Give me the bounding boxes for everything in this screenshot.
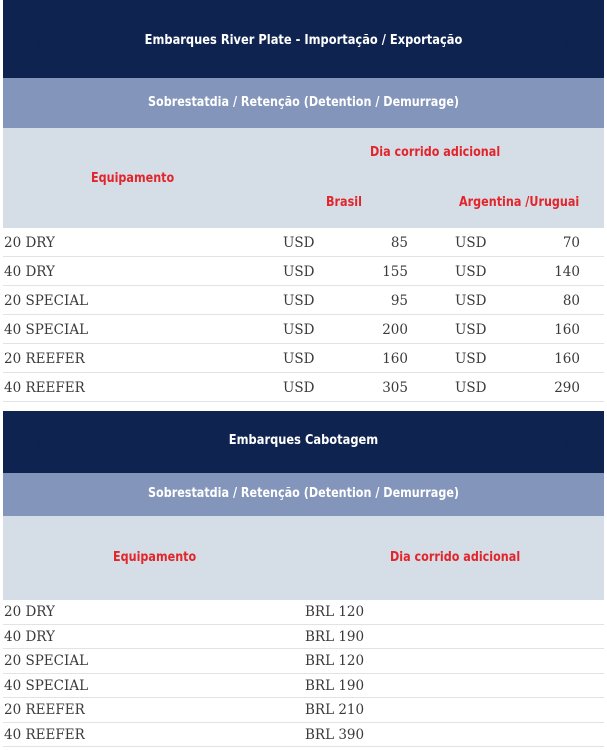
equipment-cell: 20 REEFER (4, 702, 85, 718)
table-row (3, 344, 604, 373)
table-title-bar (3, 0, 604, 78)
brasil-value-cell: 95 (390, 293, 408, 309)
argentina-value-cell: 290 (554, 380, 580, 396)
equipment-cell: 20 REEFER (4, 351, 85, 367)
currency-cell: USD (455, 264, 487, 280)
additional-value-cell: BRL 390 (305, 726, 365, 743)
table-subtitle-bar (3, 78, 604, 128)
argentina-value-cell: 70 (562, 235, 580, 251)
argentina-value-cell: 140 (554, 264, 580, 280)
table-row (3, 698, 604, 723)
brasil-value-cell: 160 (382, 351, 408, 367)
table-body (3, 600, 604, 747)
table-title: Embarques Cabotagem (39, 433, 568, 448)
currency-cell: USD (283, 380, 315, 396)
additional-value-cell: BRL 210 (305, 702, 365, 718)
table-row (3, 286, 604, 315)
currency-cell: USD (455, 293, 487, 309)
table-row (3, 600, 604, 625)
additional-value-cell: BRL 190 (305, 677, 365, 694)
brasil-value-cell: 155 (382, 264, 408, 280)
cabotagem-table (3, 411, 604, 747)
table-header (3, 516, 604, 600)
currency-cell: USD (455, 380, 487, 396)
currency-cell: USD (455, 322, 487, 338)
currency-cell: USD (283, 293, 315, 309)
table-title-bar (3, 411, 604, 473)
argentina-value-cell: 80 (562, 293, 580, 309)
argentina-value-cell: 160 (554, 322, 580, 338)
equipment-cell: 20 DRY (4, 604, 55, 620)
argentina-value-cell: 160 (554, 351, 580, 367)
col-equipment-header: Equipamento (113, 550, 197, 565)
col-equipment-header: Equipamento (91, 171, 175, 186)
currency-cell: USD (455, 235, 487, 251)
col-additional-header: Dia corrido adicional (370, 145, 501, 160)
equipment-cell: 40 REEFER (4, 380, 85, 396)
col-brasil-header: Brasil (326, 195, 362, 210)
table-row (3, 649, 604, 674)
currency-cell: USD (283, 235, 315, 251)
equipment-cell: 40 DRY (4, 264, 55, 280)
col-additional-header: Dia corrido adicional (390, 550, 521, 565)
table-row (3, 373, 604, 402)
additional-value-cell: BRL 120 (305, 604, 365, 620)
currency-cell: USD (283, 322, 315, 338)
brasil-value-cell: 305 (382, 380, 408, 396)
table-row (3, 723, 604, 748)
currency-cell: USD (283, 264, 315, 280)
table-row (3, 228, 604, 257)
river-plate-table (3, 0, 604, 402)
equipment-cell: 40 SPECIAL (4, 677, 89, 694)
table-row (3, 625, 604, 650)
brasil-value-cell: 85 (390, 235, 408, 251)
additional-value-cell: BRL 120 (305, 653, 365, 669)
table-subtitle-bar (3, 473, 604, 516)
equipment-cell: 20 DRY (4, 235, 55, 251)
table-title: Embarques River Plate - Importação / Exportação (39, 33, 568, 48)
additional-value-cell: BRL 190 (305, 628, 365, 645)
table-subtitle: Sobrestatdia / Retenção (Detention / Demurrage) (147, 95, 460, 110)
table-row (3, 674, 604, 699)
table-subtitle: Sobrestatdia / Retenção (Detention / Demurrage) (147, 486, 460, 501)
table-row (3, 315, 604, 344)
equipment-cell: 40 SPECIAL (4, 322, 89, 338)
equipment-cell: 40 DRY (4, 628, 55, 645)
equipment-cell: 20 SPECIAL (4, 293, 89, 309)
currency-cell: USD (283, 351, 315, 367)
table-row (3, 257, 604, 286)
table-header (3, 128, 604, 228)
brasil-value-cell: 200 (382, 322, 408, 338)
equipment-cell: 20 SPECIAL (4, 653, 89, 669)
table-body (3, 228, 604, 402)
currency-cell: USD (455, 351, 487, 367)
equipment-cell: 40 REEFER (4, 726, 85, 743)
col-argentina-header: Argentina /Uruguai (459, 195, 580, 210)
